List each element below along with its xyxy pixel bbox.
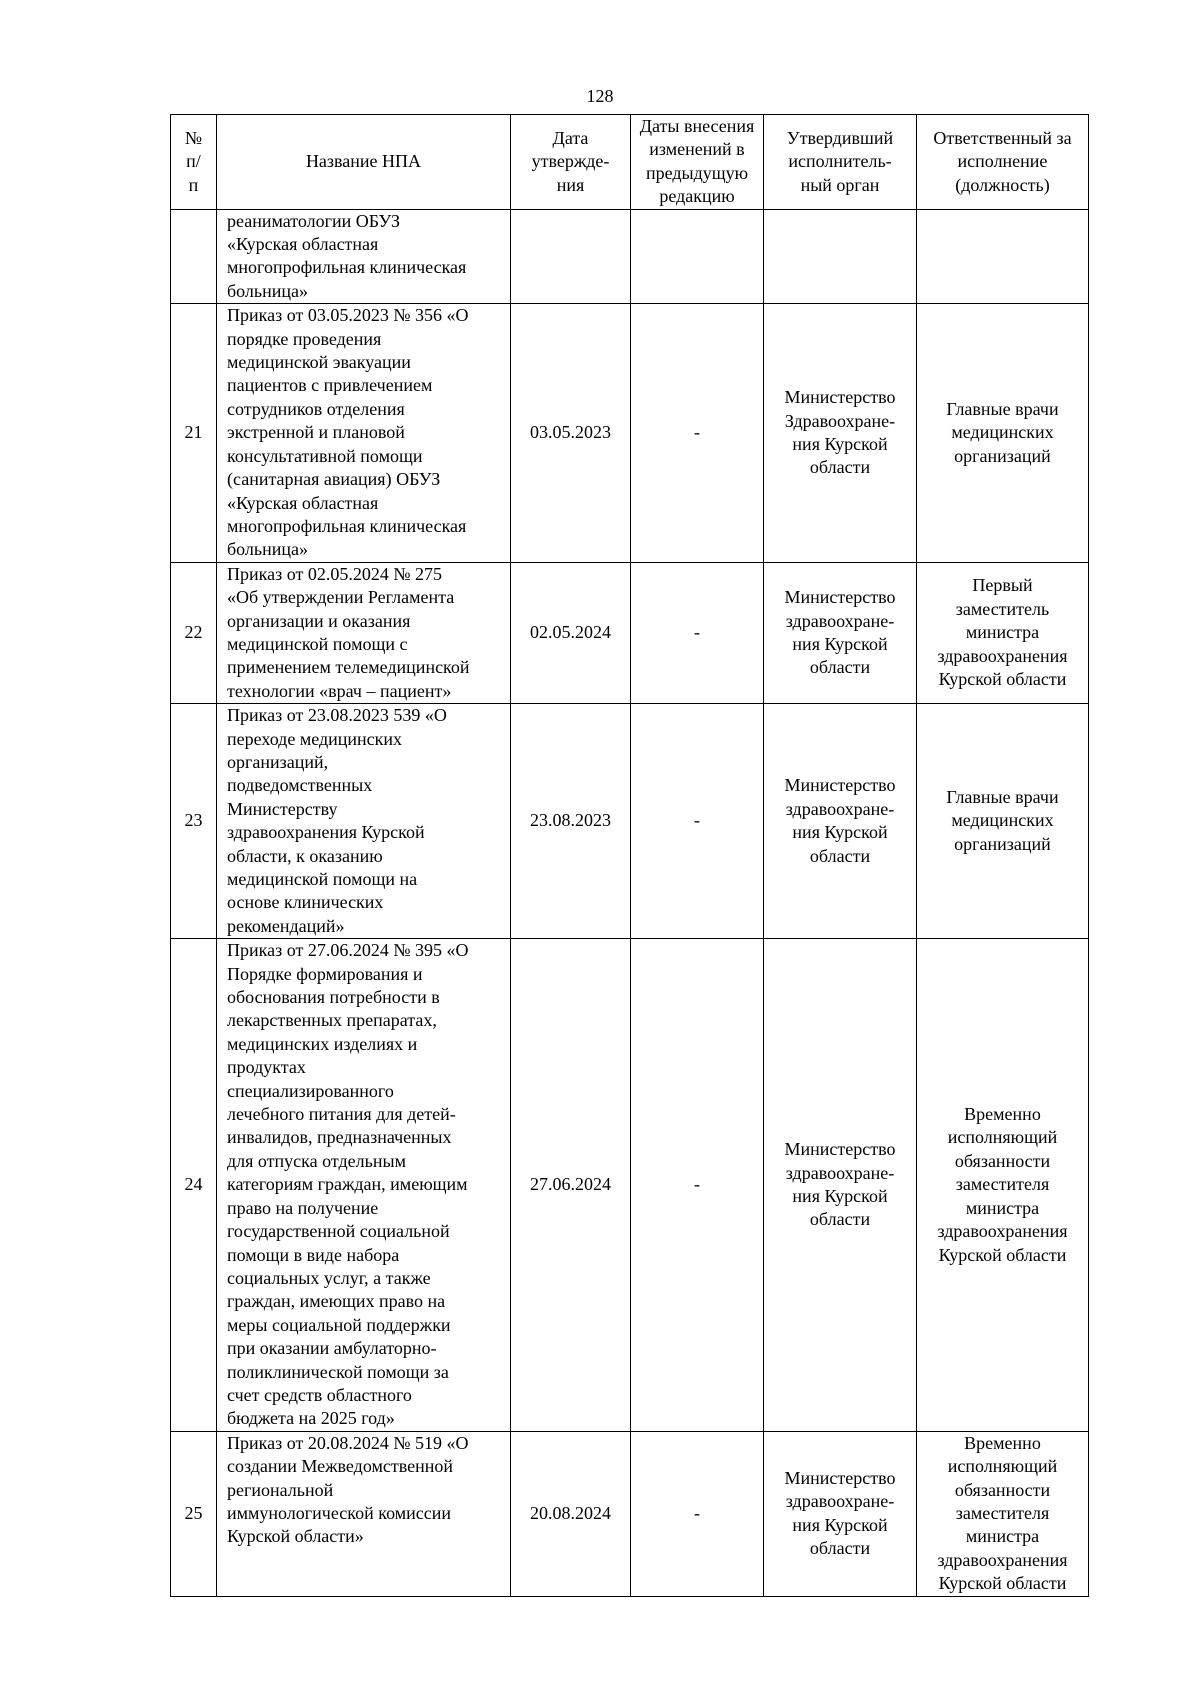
cell-changes: -	[631, 939, 764, 1432]
cell-date	[511, 209, 631, 304]
cell-changes: -	[631, 704, 764, 939]
header-changes: Даты внесения изменений в предыдущую редакцию	[631, 115, 764, 210]
cell-num: 22	[171, 562, 217, 703]
cell-date: 02.05.2024	[511, 562, 631, 703]
cell-responsible: Первый заместитель министра здравоохранения Курской области	[917, 562, 1089, 703]
cell-organ: Министерство здравоохране- ния Курской области	[764, 562, 917, 703]
cell-responsible	[917, 209, 1089, 304]
table-row	[171, 939, 1089, 1432]
cell-changes: -	[631, 304, 764, 562]
table-row	[171, 704, 1089, 939]
header-responsible: Ответственный за исполнение (должность)	[917, 115, 1089, 210]
npa-table	[170, 114, 1089, 1597]
cell-organ: Министерство здравоохране- ния Курской области	[764, 1431, 917, 1596]
cell-responsible: Временно исполняющий обязанности заместителя министра здравоохранения Курской области	[917, 939, 1089, 1432]
cell-num: 25	[171, 1431, 217, 1596]
cell-responsible: Временно исполняющий обязанности заместителя министра здравоохранения Курской области	[917, 1431, 1089, 1596]
cell-num: 24	[171, 939, 217, 1432]
cell-organ: Министерство Здравоохране- ния Курской области	[764, 304, 917, 562]
cell-num: 23	[171, 704, 217, 939]
cell-organ: Министерство здравоохране- ния Курской области	[764, 939, 917, 1432]
cell-name: Приказ от 20.08.2024 № 519 «О создании Межведомственной региональной иммунологической комиссии Курской области»	[217, 1431, 511, 1596]
cell-num: 21	[171, 304, 217, 562]
table-row	[171, 304, 1089, 562]
cell-date: 20.08.2024	[511, 1431, 631, 1596]
cell-date: 23.08.2023	[511, 704, 631, 939]
cell-name: реаниматологии ОБУЗ «Курская областная многопрофильная клиническая больница»	[217, 209, 511, 304]
cell-responsible: Главные врачи медицинских организаций	[917, 704, 1089, 939]
page-number: 128	[586, 86, 614, 106]
cell-name: Приказ от 23.08.2023 539 «О переходе медицинских организаций, подведомственных Министерству здравоохранения Курской области, к оказанию медицинской помощи на основе клинических рекомендаций»	[217, 704, 511, 939]
header-date: Дата утвержде- ния	[511, 115, 631, 210]
cell-organ: Министерство здравоохране- ния Курской области	[764, 704, 917, 939]
table-row	[171, 562, 1089, 703]
cell-organ	[764, 209, 917, 304]
header-organ: Утвердивший исполнитель- ный орган	[764, 115, 917, 210]
cell-name: Приказ от 02.05.2024 № 275 «Об утверждении Регламента организации и оказания медицинской помощи с применением телемедицинской технологии «врач – пациент»	[217, 562, 511, 703]
table-header-row	[171, 115, 1089, 210]
cell-date: 03.05.2023	[511, 304, 631, 562]
cell-changes: -	[631, 562, 764, 703]
header-num: № п/ п	[171, 115, 217, 210]
table-row	[171, 1431, 1089, 1596]
cell-name: Приказ от 27.06.2024 № 395 «О Порядке формирования и обоснования потребности в лекарственных препаратах, медицинских изделиях и продуктах специализированного лечебного питания для детей- инвалидов, предназначенных для отпуска отдельным категориям граждан, имеющим право на получение государственной социальной помощи в виде набора социальных услуг, а также граждан, имеющих право на меры социальной поддержки при оказании амбулаторно- поликлинической помощи за счет средств областного бюджета на 2025 год»	[217, 939, 511, 1432]
cell-date: 27.06.2024	[511, 939, 631, 1432]
cell-num	[171, 209, 217, 304]
cell-changes	[631, 209, 764, 304]
header-name: Название НПА	[217, 115, 511, 210]
table-row	[171, 209, 1089, 304]
cell-responsible: Главные врачи медицинских организаций	[917, 304, 1089, 562]
cell-name: Приказ от 03.05.2023 № 356 «О порядке проведения медицинской эвакуации пациентов с привлечением сотрудников отделения экстренной и плановой консультативной помощи (санитарная авиация) ОБУЗ «Курская областная многопрофильная клиническая больница»	[217, 304, 511, 562]
cell-changes: -	[631, 1431, 764, 1596]
